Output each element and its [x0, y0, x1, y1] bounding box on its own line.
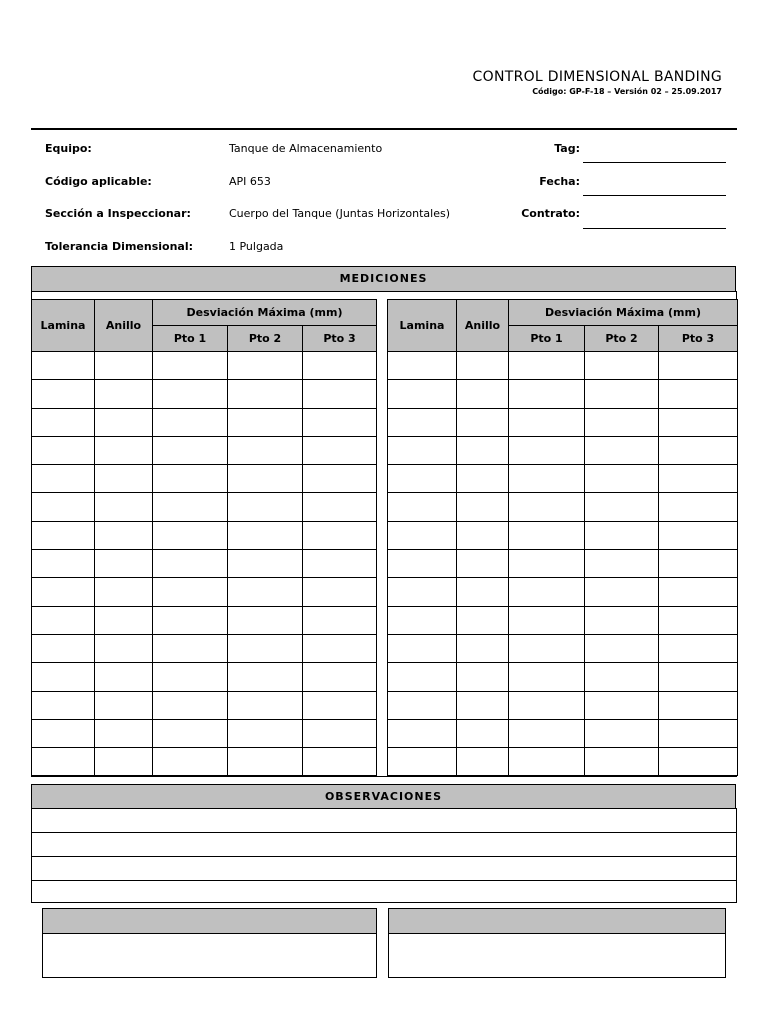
tolerancia-label: Tolerancia Dimensional: — [45, 240, 194, 253]
measurement-cell[interactable] — [228, 408, 303, 436]
table-row — [32, 408, 377, 436]
form-title: CONTROL DIMENSIONAL BANDING — [472, 69, 722, 85]
measurement-cell[interactable] — [659, 521, 738, 549]
measurement-cell[interactable] — [457, 380, 509, 408]
measurement-cell[interactable] — [659, 380, 738, 408]
measurement-cell[interactable] — [153, 748, 228, 776]
measurement-cell[interactable] — [303, 408, 377, 436]
measurement-cell[interactable] — [388, 436, 457, 464]
table-row — [32, 352, 377, 380]
contrato-label: Contrato: — [521, 207, 580, 220]
measurement-cell[interactable] — [585, 663, 659, 691]
measurement-cell[interactable] — [457, 521, 509, 549]
measurement-cell[interactable] — [585, 436, 659, 464]
table-row — [388, 606, 738, 634]
measurement-cell[interactable] — [388, 465, 457, 493]
measurement-cell[interactable] — [95, 408, 153, 436]
measurement-cell[interactable] — [153, 380, 228, 408]
measurement-cell[interactable] — [153, 719, 228, 747]
col-pto1: Pto 1 — [509, 326, 585, 352]
measurement-cell[interactable] — [585, 408, 659, 436]
table-row — [388, 521, 738, 549]
table-row — [388, 493, 738, 521]
measurement-cell[interactable] — [228, 550, 303, 578]
table-row — [388, 550, 738, 578]
measurement-cell[interactable] — [32, 663, 95, 691]
seccion-value: Cuerpo del Tanque (Juntas Horizontales) — [229, 207, 450, 220]
measurement-cell[interactable] — [457, 691, 509, 719]
measurement-cell[interactable] — [388, 550, 457, 578]
measurement-cell[interactable] — [585, 521, 659, 549]
measurement-cell[interactable] — [153, 352, 228, 380]
measurement-cell[interactable] — [388, 606, 457, 634]
measurement-cell[interactable] — [32, 691, 95, 719]
measurement-cell[interactable] — [509, 436, 585, 464]
fecha-field[interactable] — [583, 195, 726, 196]
measurement-cell[interactable] — [509, 380, 585, 408]
measurement-cell[interactable] — [585, 380, 659, 408]
table-row — [32, 550, 377, 578]
col-lamina: Lamina — [388, 300, 457, 352]
table-row — [32, 521, 377, 549]
measurement-cell[interactable] — [585, 719, 659, 747]
table-row — [32, 606, 377, 634]
measurement-cell[interactable] — [457, 408, 509, 436]
measurement-cell[interactable] — [388, 634, 457, 662]
mediciones-table-right — [387, 299, 738, 776]
mediciones-table-left — [31, 299, 377, 776]
col-desviacion: Desviación Máxima (mm) — [153, 300, 377, 326]
measurement-cell[interactable] — [153, 606, 228, 634]
measurement-cell[interactable] — [303, 436, 377, 464]
table-row — [32, 719, 377, 747]
measurement-cell[interactable] — [153, 578, 228, 606]
observaciones-line — [32, 880, 736, 881]
measurement-cell[interactable] — [303, 380, 377, 408]
measurement-cell[interactable] — [32, 521, 95, 549]
measurement-cell[interactable] — [585, 748, 659, 776]
measurement-cell[interactable] — [509, 606, 585, 634]
measurement-cell[interactable] — [659, 606, 738, 634]
measurement-cell[interactable] — [95, 634, 153, 662]
table-row — [32, 465, 377, 493]
measurement-cell[interactable] — [228, 380, 303, 408]
measurement-cell[interactable] — [388, 352, 457, 380]
measurement-cell[interactable] — [585, 634, 659, 662]
measurement-cell[interactable] — [95, 719, 153, 747]
tag-field[interactable] — [583, 162, 726, 163]
measurement-cell[interactable] — [32, 436, 95, 464]
table-row — [388, 748, 738, 776]
equipo-value: Tanque de Almacenamiento — [229, 142, 383, 155]
table-row — [388, 352, 738, 380]
measurement-cell[interactable] — [228, 719, 303, 747]
measurement-cell[interactable] — [228, 493, 303, 521]
measurement-cell[interactable] — [509, 465, 585, 493]
table-row — [32, 380, 377, 408]
table-row — [388, 465, 738, 493]
measurement-cell[interactable] — [95, 352, 153, 380]
measurement-cell[interactable] — [95, 380, 153, 408]
measurement-cell[interactable] — [32, 352, 95, 380]
measurement-cell[interactable] — [228, 578, 303, 606]
measurement-cell[interactable] — [303, 634, 377, 662]
measurement-cell[interactable] — [95, 578, 153, 606]
measurement-cell[interactable] — [153, 465, 228, 493]
measurement-cell[interactable] — [153, 408, 228, 436]
signature-header-left — [43, 909, 376, 934]
measurement-cell[interactable] — [32, 408, 95, 436]
measurement-cell[interactable] — [32, 634, 95, 662]
measurement-cell[interactable] — [95, 465, 153, 493]
observaciones-header: OBSERVACIONES — [31, 784, 736, 809]
measurement-cell[interactable] — [388, 748, 457, 776]
signature-block-right[interactable] — [388, 908, 726, 978]
measurement-cell[interactable] — [303, 493, 377, 521]
measurement-cell[interactable] — [32, 380, 95, 408]
measurement-cell[interactable] — [32, 606, 95, 634]
measurement-cell[interactable] — [228, 663, 303, 691]
measurement-cell[interactable] — [228, 748, 303, 776]
mediciones-header: MEDICIONES — [31, 266, 736, 292]
measurement-cell[interactable] — [659, 691, 738, 719]
measurement-cell[interactable] — [32, 550, 95, 578]
measurement-cell[interactable] — [659, 719, 738, 747]
measurement-cell[interactable] — [509, 663, 585, 691]
equipo-label: Equipo: — [45, 142, 92, 155]
table-row — [388, 408, 738, 436]
tolerancia-value: 1 Pulgada — [229, 240, 284, 253]
measurement-cell[interactable] — [153, 663, 228, 691]
measurement-cell[interactable] — [585, 691, 659, 719]
measurement-cell[interactable] — [303, 748, 377, 776]
table-row — [32, 578, 377, 606]
measurement-cell[interactable] — [509, 521, 585, 549]
measurement-cell[interactable] — [228, 634, 303, 662]
measurement-cell[interactable] — [457, 719, 509, 747]
seccion-label: Sección a Inspeccionar: — [45, 207, 191, 220]
table-row — [388, 578, 738, 606]
signature-block-left[interactable] — [42, 908, 377, 978]
measurement-cell[interactable] — [509, 493, 585, 521]
signature-header-right — [389, 909, 725, 934]
measurement-cell[interactable] — [388, 691, 457, 719]
col-lamina: Lamina — [32, 300, 95, 352]
measurement-cell[interactable] — [509, 408, 585, 436]
table-row — [388, 719, 738, 747]
observaciones-line — [32, 856, 736, 857]
observaciones-line — [32, 832, 736, 833]
table-row — [32, 634, 377, 662]
table-row — [388, 634, 738, 662]
form-code: Código: GP-F-18 – Versión 02 – 25.09.2017 — [532, 87, 722, 96]
measurement-cell[interactable] — [659, 493, 738, 521]
measurement-cell[interactable] — [388, 521, 457, 549]
measurement-cell[interactable] — [303, 521, 377, 549]
measurement-cell[interactable] — [153, 521, 228, 549]
measurement-cell[interactable] — [95, 691, 153, 719]
measurement-cell[interactable] — [95, 493, 153, 521]
measurement-cell[interactable] — [509, 634, 585, 662]
col-desviacion: Desviación Máxima (mm) — [509, 300, 738, 326]
measurement-cell[interactable] — [585, 493, 659, 521]
measurement-cell[interactable] — [153, 436, 228, 464]
measurement-cell[interactable] — [95, 748, 153, 776]
tag-label: Tag: — [554, 142, 580, 155]
measurement-cell[interactable] — [95, 521, 153, 549]
measurement-cell[interactable] — [303, 719, 377, 747]
measurement-cell[interactable] — [659, 436, 738, 464]
table-row — [388, 380, 738, 408]
measurement-cell[interactable] — [457, 578, 509, 606]
measurement-cell[interactable] — [659, 550, 738, 578]
col-pto1: Pto 1 — [153, 326, 228, 352]
measurement-cell[interactable] — [228, 465, 303, 493]
measurement-cell[interactable] — [95, 550, 153, 578]
header-divider — [31, 128, 737, 130]
measurement-cell[interactable] — [153, 550, 228, 578]
measurement-cell[interactable] — [457, 634, 509, 662]
col-anillo: Anillo — [95, 300, 153, 352]
table-row — [32, 493, 377, 521]
measurement-cell[interactable] — [228, 521, 303, 549]
table-row — [32, 663, 377, 691]
measurement-cell[interactable] — [659, 408, 738, 436]
codigo-value: API 653 — [229, 175, 271, 188]
measurement-cell[interactable] — [303, 550, 377, 578]
measurement-cell[interactable] — [153, 493, 228, 521]
measurement-cell[interactable] — [659, 465, 738, 493]
measurement-cell[interactable] — [303, 663, 377, 691]
measurement-cell[interactable] — [457, 550, 509, 578]
fecha-label: Fecha: — [539, 175, 580, 188]
measurement-cell[interactable] — [585, 465, 659, 493]
codigo-label: Código aplicable: — [45, 175, 152, 188]
measurement-cell[interactable] — [32, 578, 95, 606]
measurement-cell[interactable] — [303, 578, 377, 606]
measurement-cell[interactable] — [32, 493, 95, 521]
table-row — [388, 663, 738, 691]
measurement-cell[interactable] — [659, 578, 738, 606]
measurement-cell[interactable] — [585, 550, 659, 578]
observaciones-box[interactable] — [31, 808, 737, 903]
measurement-cell[interactable] — [95, 606, 153, 634]
measurement-cell[interactable] — [388, 408, 457, 436]
measurement-cell[interactable] — [388, 719, 457, 747]
col-anillo: Anillo — [457, 300, 509, 352]
measurement-cell[interactable] — [303, 465, 377, 493]
col-pto2: Pto 2 — [228, 326, 303, 352]
measurement-cell[interactable] — [659, 748, 738, 776]
table-row — [32, 748, 377, 776]
measurement-cell[interactable] — [509, 352, 585, 380]
table-row — [32, 691, 377, 719]
measurement-cell[interactable] — [228, 352, 303, 380]
measurement-cell[interactable] — [303, 606, 377, 634]
measurement-cell[interactable] — [95, 436, 153, 464]
measurement-cell[interactable] — [32, 748, 95, 776]
table-row — [388, 436, 738, 464]
measurement-cell[interactable] — [585, 578, 659, 606]
measurement-cell[interactable] — [153, 691, 228, 719]
measurement-cell[interactable] — [388, 578, 457, 606]
measurement-cell[interactable] — [153, 634, 228, 662]
measurement-cell[interactable] — [457, 436, 509, 464]
measurement-cell[interactable] — [32, 465, 95, 493]
measurement-cell[interactable] — [95, 663, 153, 691]
measurement-cell[interactable] — [659, 663, 738, 691]
col-pto3: Pto 3 — [303, 326, 377, 352]
measurement-cell[interactable] — [457, 663, 509, 691]
measurement-cell[interactable] — [659, 634, 738, 662]
measurement-cell[interactable] — [457, 352, 509, 380]
measurement-cell[interactable] — [228, 691, 303, 719]
measurement-cell[interactable] — [509, 719, 585, 747]
measurement-cell[interactable] — [388, 663, 457, 691]
measurement-cell[interactable] — [509, 691, 585, 719]
measurement-cell[interactable] — [457, 493, 509, 521]
measurement-cell[interactable] — [509, 748, 585, 776]
measurement-cell[interactable] — [388, 380, 457, 408]
table-row — [32, 436, 377, 464]
measurement-cell[interactable] — [659, 352, 738, 380]
measurement-cell[interactable] — [228, 606, 303, 634]
measurement-cell[interactable] — [388, 493, 457, 521]
measurement-cell[interactable] — [32, 719, 95, 747]
measurement-cell[interactable] — [509, 578, 585, 606]
measurement-cell[interactable] — [303, 352, 377, 380]
measurement-cell[interactable] — [585, 352, 659, 380]
measurement-cell[interactable] — [457, 465, 509, 493]
measurement-cell[interactable] — [303, 691, 377, 719]
measurement-cell[interactable] — [228, 436, 303, 464]
col-pto3: Pto 3 — [659, 326, 738, 352]
contrato-field[interactable] — [583, 228, 726, 229]
col-pto2: Pto 2 — [585, 326, 659, 352]
table-row — [388, 691, 738, 719]
measurement-cell[interactable] — [509, 550, 585, 578]
measurement-cell[interactable] — [457, 606, 509, 634]
measurement-cell[interactable] — [585, 606, 659, 634]
measurement-cell[interactable] — [457, 748, 509, 776]
